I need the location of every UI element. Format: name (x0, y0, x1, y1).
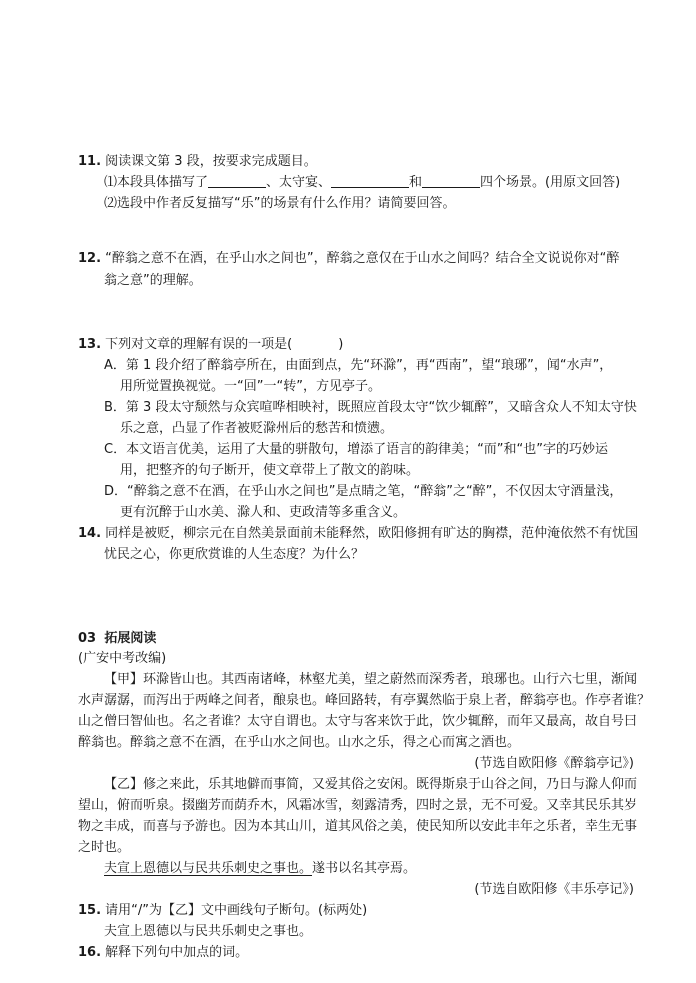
q16-stem: 解释下列句中加点的词。 (105, 945, 249, 960)
q12-text-1: “醉翁之意不在酒，在乎山水之间也”，醉翁之意仅在于山水之间吗？结合全文说说你对“醉 (105, 251, 620, 266)
section-title: 拓展阅读 (104, 631, 157, 646)
q16-line1 (78, 942, 248, 964)
q11-sub1-text-a: ⑴本段具体描写了 (104, 175, 209, 190)
q13-option-b-line2: 乐之意，凸显了作者被贬滁州后的愁苦和愤懑。 (120, 421, 394, 436)
q13-stem-end: ) (338, 337, 344, 352)
passage-yi-line2: 望山，俯而听泉。掇幽芳而荫乔木，风霜冰雪，刻露清秀，四时之景，无不可爱。又幸其民乐其岁 (78, 798, 638, 813)
section-source: (广安中考改编) (78, 651, 167, 666)
section-heading (78, 628, 156, 650)
q13-option-d-line2: 更有沉醉于山水美、滁人和、吏政清等多重含义。 (120, 505, 407, 520)
q15-line1 (78, 900, 367, 922)
q13-stem: 下列对文章的理解有误的一项是( (105, 337, 293, 352)
q15-line2: 夫宣上恩德以与民共乐刺史之事也。 (104, 924, 313, 939)
q13-option-c-line1: C．本文语言优美，运用了大量的骈散句，增添了语言的韵律美；“而”和“也”字的巧妙运 (104, 442, 609, 457)
q11-sub2: ⑵选段中作者反复描写“乐”的场景有什么作用？请简要回答。 (104, 196, 456, 211)
passage-jia-line4: 醉翁也。醉翁之意不在酒，在乎山水之间也。山水之乐，得之心而寓之酒也。 (78, 735, 521, 750)
q12-line2: 翁之意”的理解。 (104, 273, 202, 288)
passage-jia-line3: 山之僧曰智仙也。名之者谁？太守自谓也。太守与客来饮于此，饮少辄醉，而年又最高，故自号曰 (78, 714, 638, 729)
q13-number: 13. (78, 337, 102, 352)
q11-sub1-text-d: 四个场景。(用原文回答) (480, 175, 621, 190)
q13-option-a-line1: A．第 1 段介绍了醉翁亭所在，由面到点，先“环滁”，再“西南”，望“琅琊”，闻“水声”， (104, 358, 613, 373)
section-number: 03 (78, 631, 97, 646)
q11-sub1 (104, 172, 620, 194)
q11-sub1-text-c: 和 (409, 175, 423, 190)
q15-stem: 请用“/”为【乙】文中画线句子断句。(标两处) (105, 903, 368, 918)
passage-yi-source: (节选自欧阳修《丰乐亭记》) (474, 882, 634, 897)
q11-stem: 阅读课文第 3 段，按要求完成题目。 (105, 154, 317, 169)
q14-number: 14. (78, 526, 102, 541)
q16-number: 16. (78, 945, 102, 960)
q11-blank-2[interactable] (331, 173, 409, 188)
q13-option-d-line1: D．“醉翁之意不在酒，在乎山水之间也”是点睛之笔，“醉翁”之“醉”，不仅因太守酒量浅， (104, 484, 623, 499)
q13-line1 (78, 334, 343, 356)
q11-blank-1[interactable] (208, 173, 266, 188)
underlined-sentence: 夫宣上恩德以与民共乐刺史之事也。 (104, 861, 313, 876)
passage-yi-line5-rest: 遂书以名其亭焉。 (312, 861, 417, 876)
q13-option-a-line2: 用所觉置换视觉。一“回”一“转”，方见亭子。 (120, 379, 381, 394)
passage-yi-line1: 【乙】修之来此，乐其地僻而事简，又爱其俗之安闲。既得斯泉于山谷之间，乃日与滁人仰而 (104, 777, 638, 792)
q12-number: 12. (78, 251, 102, 266)
q11-number: 11. (78, 154, 102, 169)
passage-yi-line3: 物之丰成，而喜与予游也。因为本其山川，道其风俗之美，使民知所以安此丰年之乐者，幸生无事 (78, 819, 638, 834)
q14-line2: 忧民之心，你更欣赏谁的人生态度？为什么？ (104, 547, 365, 562)
q13-option-b-line1: B．第 3 段太守颓然与众宾喧哗相映衬，既照应首段太守“饮少辄醉”，又暗含众人不知太守快 (104, 400, 637, 415)
q15-number: 15. (78, 903, 102, 918)
q14-line1 (78, 523, 638, 545)
q12-line1 (78, 248, 619, 270)
q11-sub1-text-b: 、太守宴、 (266, 175, 332, 190)
passage-jia-source: (节选自欧阳修《醉翁亭记》) (474, 756, 634, 771)
passage-jia-line1: 【甲】环滁皆山也。其西南诸峰，林壑尤美，望之蔚然而深秀者，琅琊也。山行六七里，渐闻 (104, 672, 638, 687)
passage-yi-line5 (104, 858, 416, 880)
passage-jia-line2: 水声潺潺，而泻出于两峰之间者，酿泉也。峰回路转，有亭翼然临于泉上者，醉翁亭也。作亭者谁？ (78, 693, 651, 708)
q11-blank-3[interactable] (422, 173, 480, 188)
q13-option-c-line2: 用，把整齐的句子断开，使文章带上了散文的韵味。 (120, 463, 420, 478)
q14-text-1: 同样是被贬，柳宗元在自然美景面前未能释然，欧阳修拥有旷达的胸襟，范仲淹依然不有忧国 (105, 526, 639, 541)
q11-line1 (78, 151, 317, 173)
passage-yi-line4: 之时也。 (78, 840, 131, 855)
